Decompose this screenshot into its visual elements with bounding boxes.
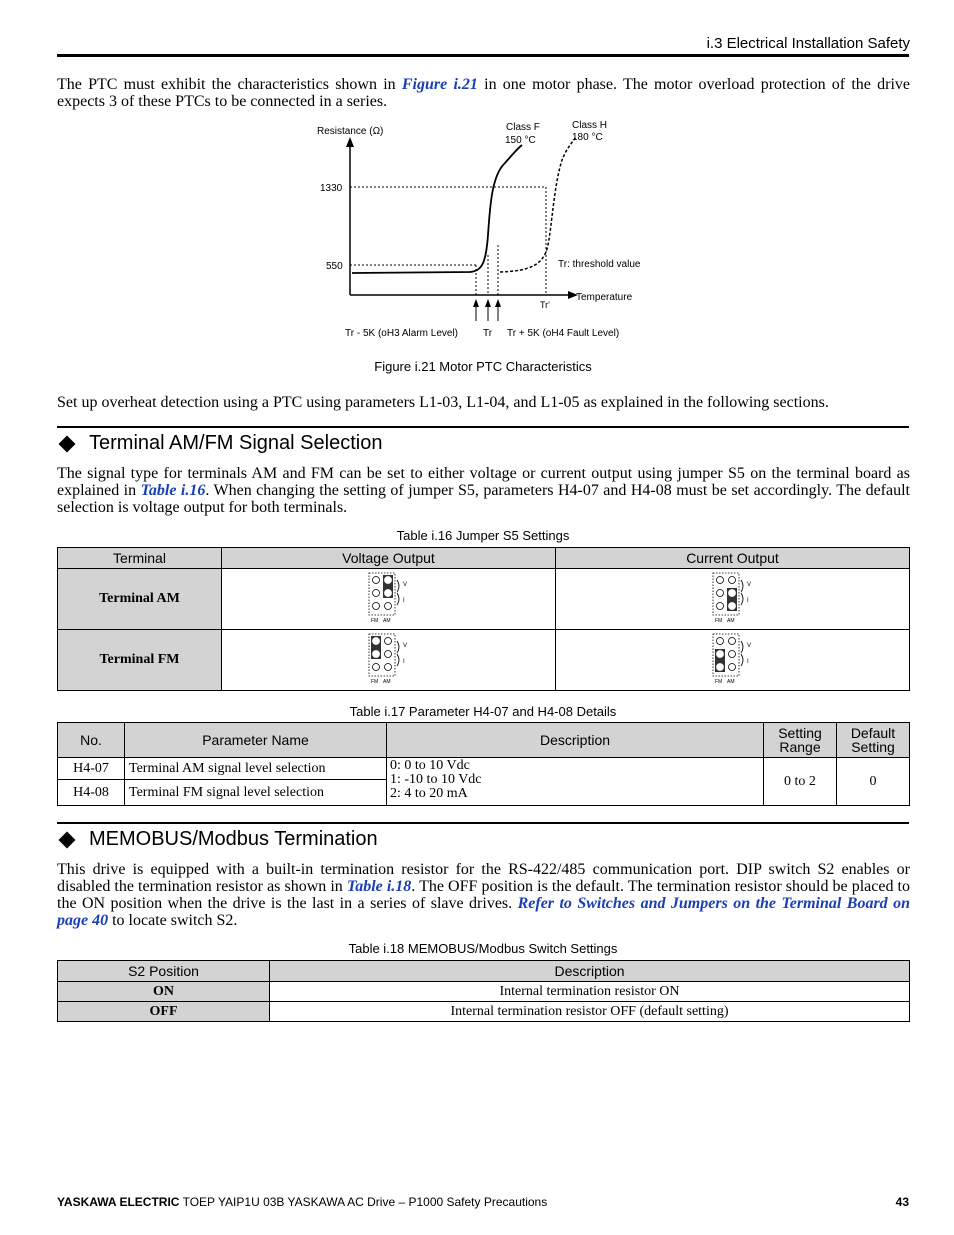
jumper-i-label: I — [402, 597, 405, 604]
y-axis-arrow — [346, 137, 354, 147]
table18-row-pos: ON — [58, 982, 270, 1002]
table18-header-position: S2 Position — [58, 961, 270, 982]
class-f-label: Class F — [506, 122, 540, 133]
table17-header-name: Parameter Name — [125, 723, 387, 758]
tr-minus-label: Tr - 5K (oH3 Alarm Level) — [345, 328, 458, 339]
jumper-pin — [372, 650, 379, 657]
jumper-am-voltage — [222, 569, 556, 630]
table-modbus-switch — [57, 960, 910, 1022]
jumper-pin — [728, 602, 735, 609]
footer-text: YASKAWA ELECTRIC TOEP YAIP1U 03B YASKAWA AC Drive – P1000 Safety Precautions — [57, 1195, 548, 1209]
amfm-paragraph: The signal type for terminals AM and FM can be set to either voltage or current output using jumper S5 on the terminal board as explained in Table i.16. When changing the setting of jumper S5, parameters H4-07 and H4-08 must be set accordingly. The default selection is voltage output for both terminals. — [57, 465, 911, 516]
table17-row-no: H4-08 — [58, 780, 125, 806]
jumper-v-label: V — [746, 642, 751, 649]
threshold-label: Tr: threshold value — [558, 259, 641, 270]
table16-row-fm: Terminal FM — [58, 630, 222, 691]
class-h-curve — [500, 137, 576, 272]
jumper-fm-label: FM — [714, 678, 722, 683]
table17-row-no: H4-07 — [58, 758, 125, 780]
jumper-fm-label: FM — [370, 678, 378, 683]
ptc-characteristics-figure — [300, 115, 680, 345]
table18-row-desc: Internal termination resistor OFF (default setting) — [270, 1002, 910, 1022]
x-axis-label: Temperature — [576, 292, 633, 303]
figure-caption: Figure i.21 Motor PTC Characteristics — [374, 359, 592, 374]
table18-caption: Table i.18 MEMOBUS/Modbus Switch Settings — [348, 941, 618, 956]
table17-caption: Table i.17 Parameter H4-07 and H4-08 Details — [349, 704, 617, 719]
section-title-modbus: MEMOBUS/Modbus Termination — [57, 828, 378, 851]
jumper-pin — [728, 637, 735, 644]
table16-row-am: Terminal AM — [58, 569, 222, 630]
tr-plus-label: Tr + 5K (oH4 Fault Level) — [507, 328, 620, 339]
running-header: i.3 Electrical Installation Safety — [706, 35, 910, 52]
jumper-pin — [384, 650, 391, 657]
jumper-i-label: I — [746, 597, 749, 604]
table16-header-current: Current Output — [556, 548, 910, 569]
jumper-pin — [384, 637, 391, 644]
tr-label: Tr — [483, 328, 493, 339]
modbus-paragraph: This drive is equipped with a built-in termination resistor for the RS-422/485 communication port. DIP switch S2 enables or disabled the termination resistor as shown in Table i.18. The OFF position is the default. The termination resistor should be placed to the ON position when the drive is the last in a series of slave drives. Refer to Switches and Jumpers on the Terminal Board on page 40 to locate switch S2. — [57, 861, 911, 929]
table-jumper-s5 — [57, 547, 910, 691]
jumper-v-label: V — [402, 642, 407, 649]
table-i18-link[interactable]: Table i.18 — [346, 878, 412, 895]
jumper-pin — [372, 576, 379, 583]
table18-row-desc: Internal termination resistor ON — [270, 982, 910, 1002]
section-title-amfm: Terminal AM/FM Signal Selection — [57, 432, 382, 455]
jumper-pin — [716, 637, 723, 644]
jumper-v-label: V — [746, 581, 751, 588]
jumper-pin — [728, 589, 735, 596]
table17-header-default: Default Setting — [837, 723, 910, 758]
jumper-pin — [384, 589, 391, 596]
jumper-pin — [372, 637, 379, 644]
diamond-bullet-icon — [59, 831, 76, 848]
figure-link[interactable]: Figure i.21 — [401, 76, 478, 93]
switches-jumpers-link[interactable]: Refer to Switches and Jumpers on the Terminal Board on page 40 — [57, 895, 911, 929]
section-rule-modbus — [57, 822, 909, 824]
jumper-pin — [716, 650, 723, 657]
setup-paragraph: Set up overheat detection using a PTC using parameters L1-03, L1-04, and L1-05 as explained in the following sections. — [57, 394, 829, 411]
jumper-am-current — [556, 569, 910, 630]
jumper-pin — [372, 663, 379, 670]
header-rule — [57, 54, 909, 57]
jumper-fm-current — [556, 630, 910, 691]
jumper-fm-label: FM — [370, 617, 378, 622]
table17-row-name: Terminal FM signal level selection — [125, 780, 387, 806]
jumper-am-label: AM — [726, 617, 734, 622]
class-f-temp: 150 °C — [505, 135, 536, 146]
y-axis-label: Resistance (Ω) — [317, 126, 384, 137]
table17-header-range: Setting Range — [764, 723, 837, 758]
table16-header-voltage: Voltage Output — [222, 548, 556, 569]
table17-row-name: Terminal AM signal level selection — [125, 758, 387, 780]
class-h-temp: 180 °C — [572, 132, 603, 143]
table17-range: 0 to 2 — [764, 758, 837, 806]
jumper-pin — [728, 576, 735, 583]
table-h4-params — [57, 722, 910, 806]
table18-header-desc: Description — [270, 961, 910, 982]
table17-description: 0: 0 to 10 Vdc 1: -10 to 10 Vdc 2: 4 to 20 mA — [387, 758, 764, 806]
table16-header-terminal: Terminal — [58, 548, 222, 569]
tr-prime-label: Tr' — [540, 300, 550, 310]
y-tick-low: 550 — [326, 261, 343, 272]
section-rule-amfm — [57, 426, 909, 428]
class-h-label: Class H — [572, 120, 608, 131]
jumper-pin — [384, 663, 391, 670]
jumper-i-label: I — [746, 658, 749, 665]
jumper-pin — [384, 576, 391, 583]
jumper-pin — [716, 663, 723, 670]
jumper-v-label: V — [402, 581, 407, 588]
jumper-pin — [716, 602, 723, 609]
table17-header-no: No. — [58, 723, 125, 758]
jumper-i-label: I — [402, 658, 405, 665]
jumper-pin — [728, 650, 735, 657]
jumper-am-label: AM — [382, 617, 390, 622]
table-i16-link[interactable]: Table i.16 — [140, 482, 206, 499]
jumper-pin — [384, 602, 391, 609]
jumper-pin — [716, 576, 723, 583]
table17-header-desc: Description — [387, 723, 764, 758]
class-f-curve — [352, 145, 522, 273]
jumper-am-label: AM — [382, 678, 390, 683]
diamond-bullet-icon — [59, 435, 76, 452]
jumper-pin — [372, 589, 379, 596]
y-tick-high: 1330 — [320, 183, 343, 194]
jumper-am-label: AM — [726, 678, 734, 683]
page-number: 43 — [895, 1195, 909, 1209]
table16-caption: Table i.16 Jumper S5 Settings — [396, 528, 570, 543]
jumper-fm-label: FM — [714, 617, 722, 622]
jumper-pin — [372, 602, 379, 609]
intro-paragraph: The PTC must exhibit the characteristics shown in Figure i.21 in one motor phase. The motor overload protection of the drive expects 3 of these PTCs to be connected in a series. — [57, 76, 911, 110]
jumper-pin — [728, 663, 735, 670]
jumper-fm-voltage — [222, 630, 556, 691]
table18-row-pos: OFF — [58, 1002, 270, 1022]
jumper-pin — [716, 589, 723, 596]
table17-default: 0 — [837, 758, 910, 806]
